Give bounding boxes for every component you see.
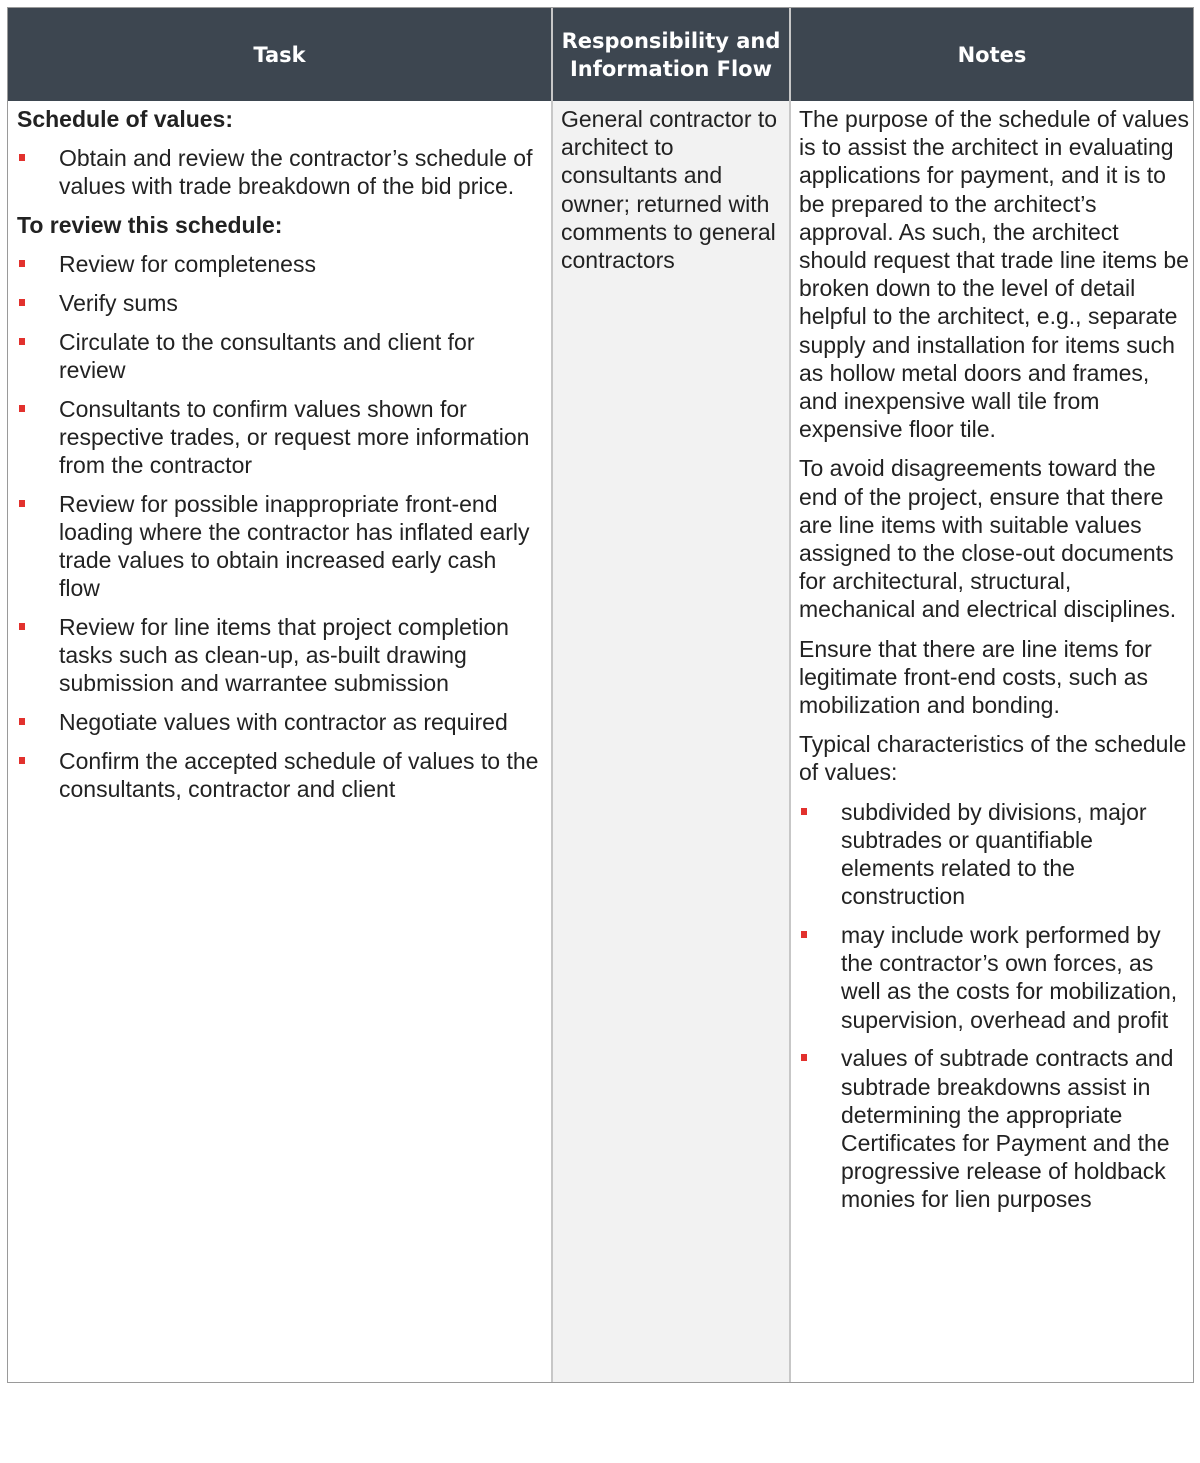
bullet-icon (19, 405, 25, 412)
list-item-text: Circulate to the consultants and client for review (59, 328, 475, 383)
list-item-text: Review for completeness (59, 251, 316, 278)
list-item (17, 708, 543, 736)
list-item (17, 328, 543, 384)
bullet-icon (19, 299, 25, 306)
list-item-text: may include work performed by the contractor’s own forces, as well as the costs for mobilization, supervision, overhead and profit (841, 921, 1178, 1033)
notes-paragraphs (799, 105, 1189, 787)
list-item-text: Review for possible inappropriate front-end loading where the contractor has inflated early trade values to obtain increased early cash flow (59, 490, 530, 602)
list-item-text: Review for line items that project completion tasks such as clean-up, as-built drawing submission and warrantee submission (59, 614, 509, 697)
task-subheading: To review this schedule: (17, 212, 283, 239)
bullet-icon (19, 718, 25, 725)
notes-paragraph: To avoid disagreements toward the end of the project, ensure that there are line items with suitable values assigned to the close-out documents for architectural, structural, mechanical and electrical disciplines. (799, 455, 1177, 623)
task-list (17, 144, 543, 200)
bullet-icon (19, 623, 25, 630)
bullet-icon (19, 500, 25, 507)
notes-paragraph: The purpose of the schedule of values is to assist the architect in evaluating applications for payment, and it is to be prepared to the architect’s approval. As such, the architect should request that trade line items be broken down to the level of detail helpful to the architect, e.g., separate supply and installation for items such as hollow metal doors and frames, and inexpensive wall tile from expensive floor tile. (799, 106, 1189, 443)
bullet-icon (801, 1054, 807, 1061)
notes-paragraph: Typical characteristics of the schedule of values: (799, 731, 1187, 786)
task-column (8, 101, 551, 1382)
column-divider (551, 8, 553, 1382)
responsibility-column (553, 101, 789, 1382)
notes-paragraph: Ensure that there are line items for legitimate front-end costs, such as mobilization and bonding. (799, 635, 1152, 719)
list-item-text: Negotiate values with contractor as required (59, 709, 508, 736)
list-item (17, 144, 543, 200)
notes-list (799, 798, 1189, 1214)
bullet-icon (801, 931, 807, 938)
header-responsibility: Responsibility and Information Flow (553, 8, 789, 101)
list-item (799, 921, 1189, 1034)
bullet-icon (801, 808, 807, 815)
bullet-icon (19, 757, 25, 764)
list-item (17, 289, 543, 317)
list-item-text: Consultants to confirm values shown for respective trades, or request more information from the contractor (59, 395, 530, 479)
header-task: Task (8, 8, 551, 101)
responsibility-text: General contractor to architect to consultants and owner; returned with comments to general contractors (561, 106, 778, 274)
list-item-text: Confirm the accepted schedule of values to the consultants, contractor and client (59, 747, 539, 803)
header-notes: Notes (791, 8, 1193, 101)
list-item (17, 250, 543, 278)
list-item (799, 798, 1189, 911)
list-item (17, 613, 543, 698)
list-item (17, 395, 543, 480)
column-divider (789, 8, 791, 1382)
bullet-icon (19, 260, 25, 267)
list-item (799, 1044, 1189, 1213)
bullet-icon (19, 154, 25, 161)
list-item-text: Verify sums (59, 290, 178, 317)
bullet-icon (19, 338, 25, 345)
list-item (17, 747, 543, 803)
list-item (17, 490, 543, 603)
task-heading: Schedule of values: (17, 106, 234, 132)
list-item-text: subdivided by divisions, major subtrades or quantifiable elements related to the construction (841, 798, 1147, 910)
list-item-text: values of subtrade contracts and subtrade breakdowns assist in determining the appropriate Certificates for Payment and the progressive release of holdback monies for lien purposes (841, 1045, 1174, 1213)
list-item-text: Obtain and review the contractor’s schedule of values with trade breakdown of the bid price. (59, 145, 533, 200)
schedule-table (7, 7, 1194, 1383)
task-review-list (17, 250, 543, 803)
notes-column (791, 101, 1193, 1382)
